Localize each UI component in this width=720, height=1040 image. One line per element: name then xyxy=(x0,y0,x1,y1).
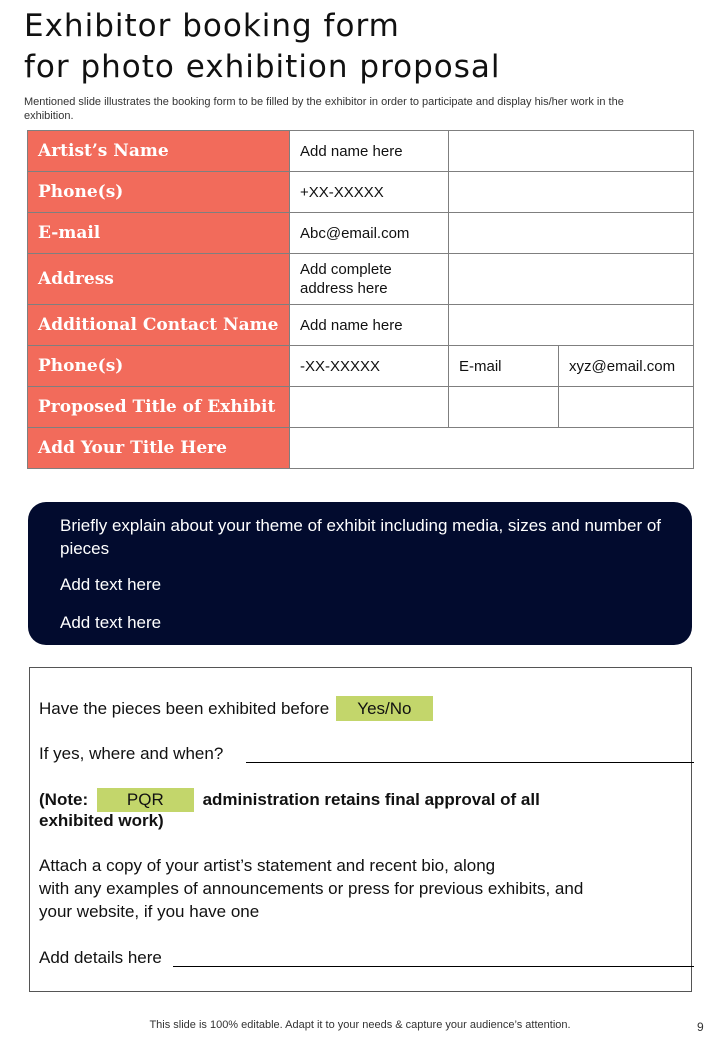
additional-contact-field[interactable]: Add name here xyxy=(290,305,449,346)
artist-name-field[interactable]: Add name here xyxy=(290,131,449,172)
phone-extra-cell[interactable] xyxy=(449,172,694,213)
form-row-artist-name xyxy=(28,131,694,172)
form-row-phone xyxy=(28,172,694,213)
note-rest-text: administration retains final approval of all xyxy=(202,790,540,809)
form-row-add-title xyxy=(28,428,694,469)
address-label: Address xyxy=(28,254,290,305)
note-open-text: (Note: xyxy=(39,790,89,809)
attach-line-3: your website, if you have one xyxy=(39,902,260,921)
page-subtitle: Mentioned slide illustrates the booking form to be filled by the exhibitor in order to participate and display his/her work in the exhibition. xyxy=(24,96,624,122)
where-when-question: If yes, where and when? xyxy=(39,744,224,763)
form-row-email xyxy=(28,213,694,254)
title-line-1: Exhibitor booking form xyxy=(24,8,400,44)
form-row-additional-contact xyxy=(28,305,694,346)
add-title-field[interactable] xyxy=(290,428,694,469)
where-when-answer-line[interactable] xyxy=(246,762,694,763)
additional-contact-label: Additional Contact Name xyxy=(28,305,290,346)
footer-note: This slide is 100% editable. Adapt it to your needs & capture your audience’s attention. xyxy=(149,1019,571,1031)
theme-prompt: Briefly explain about your theme of exhibit including media, sizes and number of pieces xyxy=(60,516,662,558)
email-2-label: E-mail xyxy=(449,346,559,387)
theme-description-box xyxy=(28,502,692,645)
details-answer-line[interactable] xyxy=(173,966,694,967)
email-label: E-mail xyxy=(28,213,290,254)
proposed-title-cell-2[interactable] xyxy=(449,387,559,428)
address-field[interactable]: Add complete address here xyxy=(290,254,449,305)
page-title xyxy=(24,6,704,88)
details-label: Add details here xyxy=(39,948,162,967)
email-field[interactable]: Abc@email.com xyxy=(290,213,449,254)
email-2-field[interactable]: xyz@email.com xyxy=(559,346,694,387)
phone-label: Phone(s) xyxy=(28,172,290,213)
artist-name-label: Artist’s Name xyxy=(28,131,290,172)
exhibited-before-question xyxy=(39,696,433,721)
theme-text-2[interactable]: Add text here xyxy=(60,613,162,632)
proposed-title-field[interactable] xyxy=(290,387,449,428)
yes-no-tag[interactable]: Yes/No xyxy=(336,696,433,721)
phone-2-field[interactable]: -XX-XXXXX xyxy=(290,346,449,387)
add-title-label: Add Your Title Here xyxy=(28,428,290,469)
phone-field[interactable]: +XX-XXXXX xyxy=(290,172,449,213)
questions-box xyxy=(29,667,692,992)
exhibited-before-text: Have the pieces been exhibited before xyxy=(39,699,330,718)
artist-name-extra-cell[interactable] xyxy=(449,131,694,172)
proposed-title-label: Proposed Title of Exhibit xyxy=(28,387,290,428)
theme-text-1[interactable]: Add text here xyxy=(60,575,162,594)
attach-line-2: with any examples of announcements or press for previous exhibits, and xyxy=(39,879,584,898)
additional-contact-extra-cell[interactable] xyxy=(449,305,694,346)
proposed-title-cell-3[interactable] xyxy=(559,387,694,428)
page-number: 9 xyxy=(697,1020,704,1034)
email-extra-cell[interactable] xyxy=(449,213,694,254)
attach-line-1: Attach a copy of your artist’s statement and recent bio, along xyxy=(39,856,496,875)
form-row-proposed-title xyxy=(28,387,694,428)
note-line-1 xyxy=(39,788,540,812)
form-row-phone-2 xyxy=(28,346,694,387)
title-line-2: for photo exhibition proposal xyxy=(24,49,501,85)
form-row-address xyxy=(28,254,694,305)
organization-tag[interactable]: PQR xyxy=(97,788,194,812)
booking-form-table xyxy=(27,130,694,469)
address-extra-cell[interactable] xyxy=(449,254,694,305)
note-line-2: exhibited work) xyxy=(39,811,164,830)
phone-2-label: Phone(s) xyxy=(28,346,290,387)
